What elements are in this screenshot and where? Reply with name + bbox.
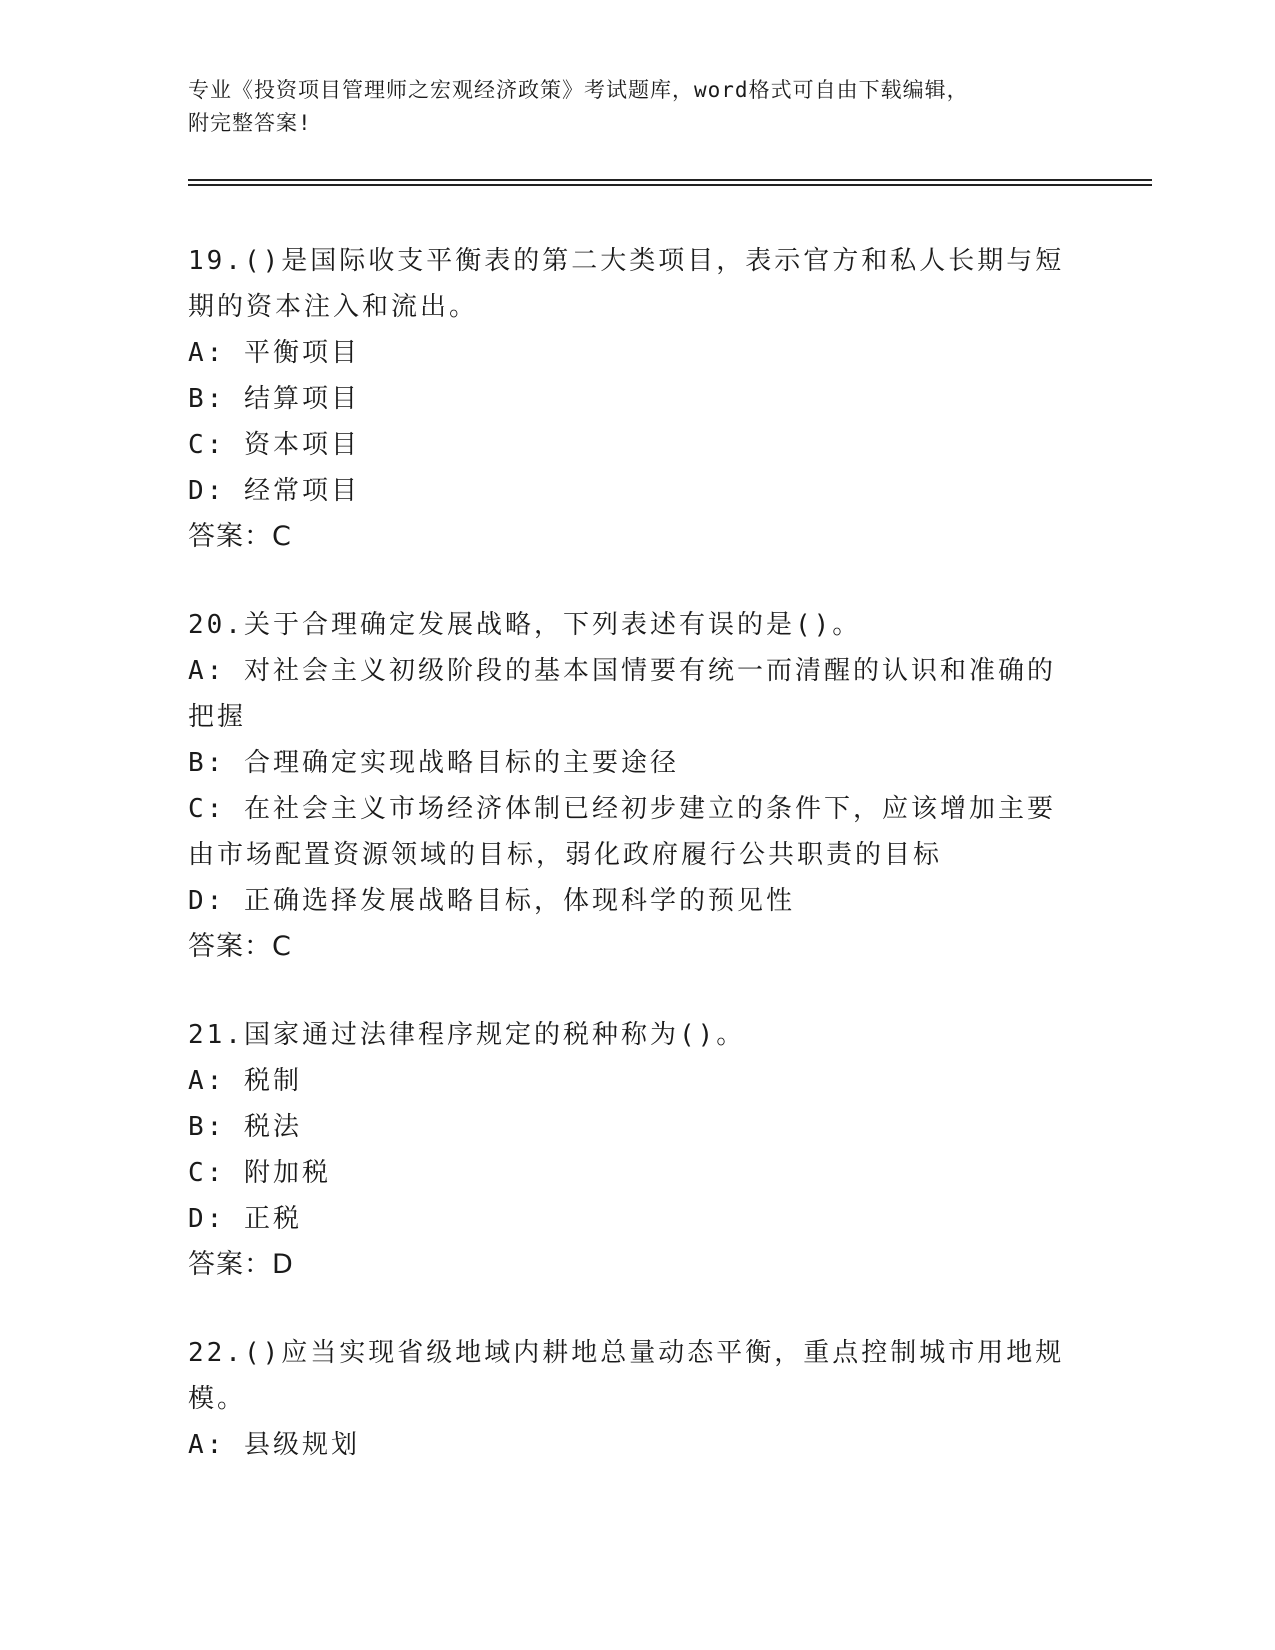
option-a: A: 税制 [188,1066,302,1096]
header-line-1: 专业《投资项目管理师之宏观经济政策》考试题库，word格式可自由下载编辑， [188,78,969,102]
header-divider-top [188,179,1152,181]
document-header [188,74,1088,140]
question-20 [188,602,1078,970]
option-c: C: 在社会主义市场经济体制已经初步建立的条件下，应该增加主要由市场配置资源领域的目标，弱化政府履行公共职责的目标 [188,794,1056,870]
question-stem: 21.国家通过法律程序规定的税种称为()。 [188,1020,746,1050]
option-d: D: 正确选择发展战略目标，体现科学的预见性 [188,886,795,916]
answer: 答案：D [188,1249,294,1280]
option-a: A: 平衡项目 [188,338,360,368]
option-a: A: 对社会主义初级阶段的基本国情要有统一而清醒的认识和准确的把握 [188,656,1056,732]
answer: 答案：C [188,931,292,962]
question-21 [188,1012,1078,1288]
option-d: D: 正税 [188,1204,302,1234]
option-b: B: 合理确定实现战略目标的主要途径 [188,748,679,778]
option-a: A: 县级规划 [188,1430,360,1460]
question-stem: 19.()是国际收支平衡表的第二大类项目，表示官方和私人长期与短期的资本注入和流出。 [188,246,1065,322]
question-22 [188,1330,1078,1468]
option-c: C: 资本项目 [188,430,360,460]
option-d: D: 经常项目 [188,476,360,506]
answer: 答案：C [188,521,292,552]
header-line-2: 附完整答案! [188,111,312,135]
question-stem: 20.关于合理确定发展战略，下列表述有误的是()。 [188,610,862,640]
question-stem: 22.()应当实现省级地域内耕地总量动态平衡，重点控制城市用地规模。 [188,1338,1065,1414]
question-list [188,238,1078,1510]
option-b: B: 结算项目 [188,384,360,414]
option-c: C: 附加税 [188,1158,331,1188]
header-divider-bottom [188,184,1152,186]
question-19 [188,238,1078,560]
option-b: B: 税法 [188,1112,302,1142]
